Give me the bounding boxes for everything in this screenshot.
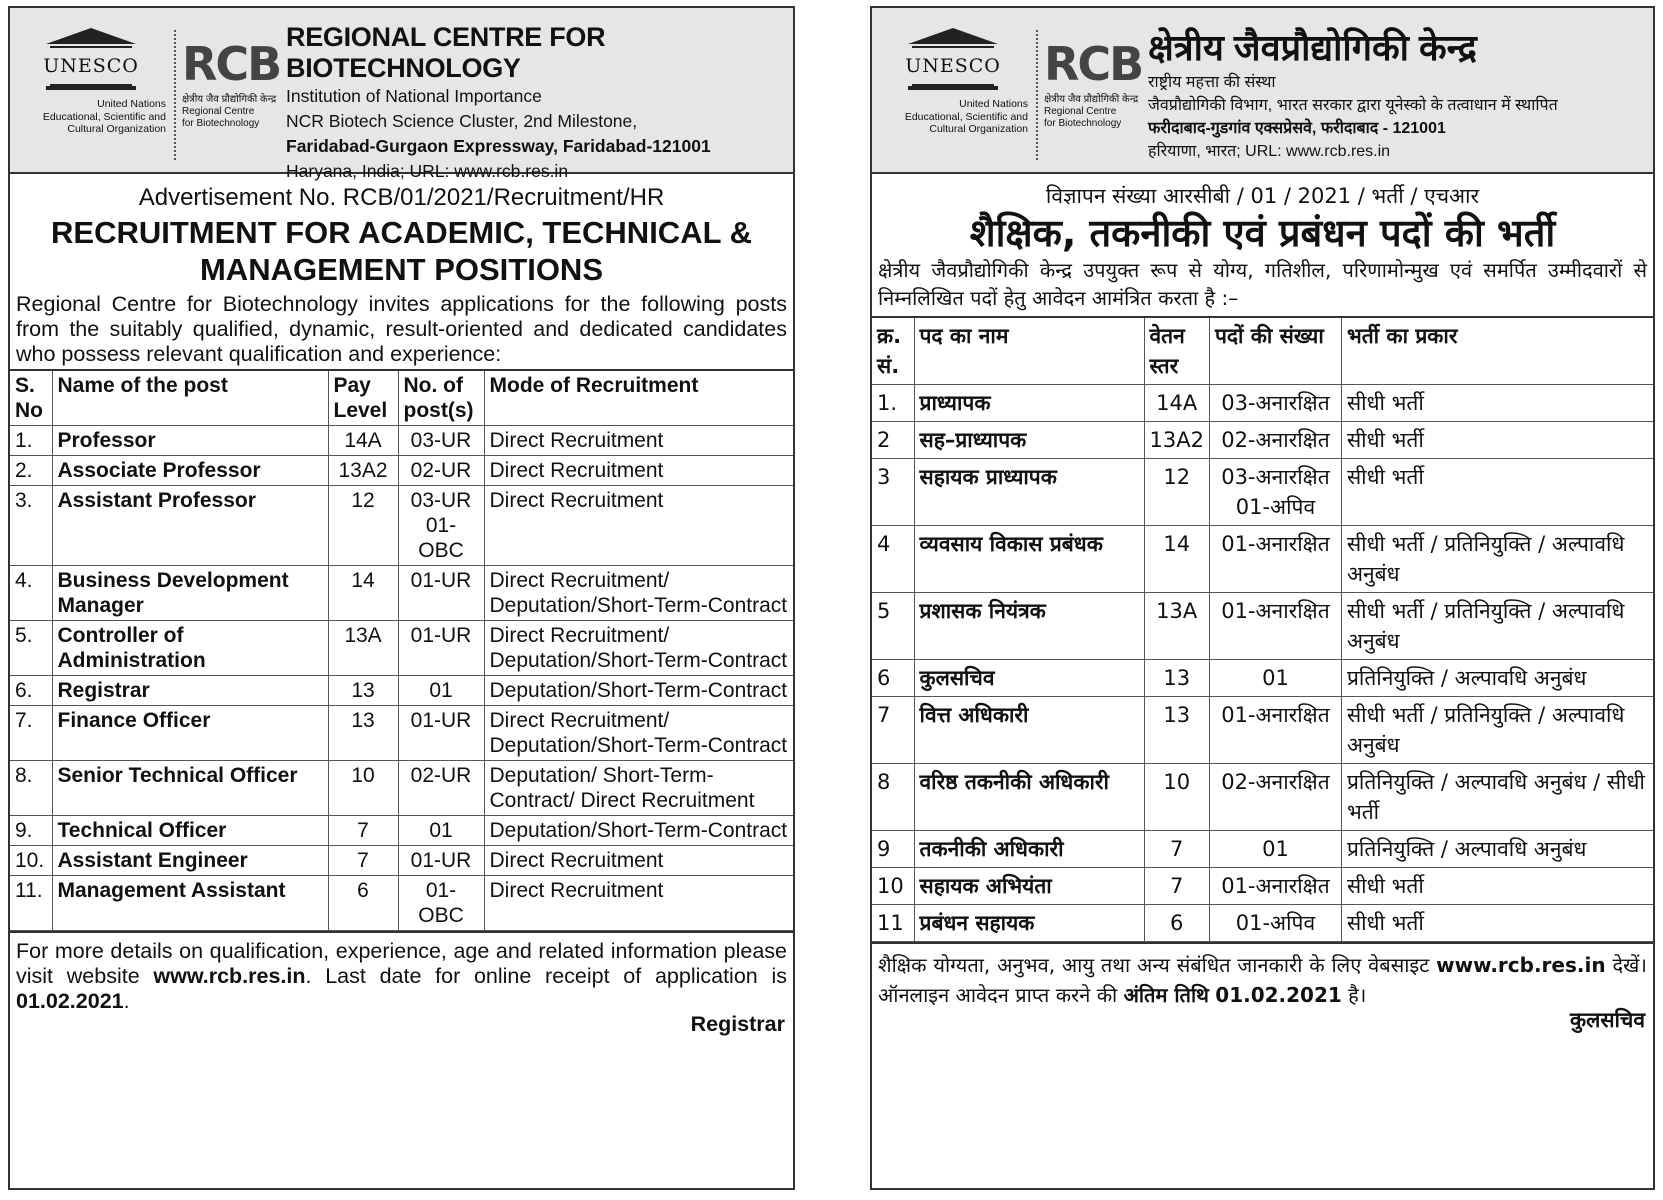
posts-table (10, 369, 793, 931)
intro-paragraph: Regional Centre for Biotechnology invites applications for the following posts from the suitably qualified, dynamic, result-oriented and dedicated candidates who possess relevant qualification and experience: (16, 292, 787, 366)
unesco-caption-line: United Nations (97, 98, 166, 110)
cell-pay-level: 13 (1144, 660, 1209, 697)
cell-pay-level: 13 (328, 706, 398, 761)
cell-post-name: वित्त अधिकारी (914, 697, 1144, 764)
cell-post-name: Technical Officer (52, 816, 328, 846)
cell-sno: 3. (10, 486, 52, 566)
cell-post-count: 01-अनारक्षित (1209, 593, 1341, 660)
table-row (10, 676, 793, 706)
cell-sno: 10. (10, 846, 52, 876)
cell-pay-level: 14A (1144, 385, 1209, 422)
cell-sno: 5. (10, 621, 52, 676)
table-row (872, 526, 1653, 593)
cell-pay-level: 7 (328, 816, 398, 846)
org-url-line: हरियाणा, भारत; URL: www.rcb.res.in (1148, 143, 1391, 160)
col-header-sno: S. No (10, 370, 52, 426)
cell-post-count: 03-UR (398, 426, 484, 456)
cell-mode: प्रतिनियुक्ति / अल्पावधि अनुबंध (1341, 660, 1653, 697)
cell-sno: 8 (872, 764, 914, 831)
footer-text: है। (1341, 983, 1367, 1007)
cell-post-name: सहायक अभियंता (914, 868, 1144, 905)
unesco-logo (16, 28, 166, 136)
org-status: राष्ट्रीय महत्ता की संस्था (1148, 74, 1276, 91)
rcb-caption-line: for Biotechnology (182, 118, 260, 129)
cell-post-name: सहायक प्राध्यापक (914, 459, 1144, 526)
intro-paragraph: क्षेत्रीय जैवप्रौद्योगिकी केन्द्र उपयुक्त रूप से योग्य, गतिशील, परिणामोन्मुख एवं समर्पित उम्मीदवारों से निम्नलिखित पदों हेतु आवेदन आमंत्रित करता है :– (878, 258, 1647, 310)
cell-post-name: Business Development Manager (52, 566, 328, 621)
footer-text: देखें। ऑनलाइन आवेदन प्राप्त करने की (878, 953, 1648, 1007)
cell-post-name: Associate Professor (52, 456, 328, 486)
cell-post-name: Finance Officer (52, 706, 328, 761)
rcb-caption (182, 94, 278, 130)
cell-mode: प्रतिनियुक्ति / अल्पावधि अनुबंध / सीधी भर्ती (1341, 764, 1653, 831)
cell-post-count: 01 (398, 676, 484, 706)
cell-post-count: 01-UR (398, 706, 484, 761)
cell-sno: 11. (10, 876, 52, 931)
org-title: REGIONAL CENTRE FOR BIOTECHNOLOGY (286, 22, 606, 83)
cell-pay-level: 7 (1144, 868, 1209, 905)
cell-sno: 6 (872, 660, 914, 697)
english-advertisement (8, 6, 795, 1190)
cell-sno: 2 (872, 422, 914, 459)
table-row (10, 621, 793, 676)
col-header-sno: क्र. सं. (872, 317, 914, 385)
table-row (10, 876, 793, 931)
cell-pay-level: 13A (1144, 593, 1209, 660)
cell-post-count: 01-OBC (398, 876, 484, 931)
cell-pay-level: 13 (1144, 697, 1209, 764)
cell-pay-level: 12 (328, 486, 398, 566)
cell-sno: 7. (10, 706, 52, 761)
unesco-mark: UNESCO (912, 46, 994, 86)
col-header-name: पद का नाम (914, 317, 1144, 385)
cell-sno: 5 (872, 593, 914, 660)
cell-post-name: Senior Technical Officer (52, 761, 328, 816)
cell-mode: Direct Recruitment (484, 456, 793, 486)
cell-sno: 9 (872, 831, 914, 868)
table-row (10, 566, 793, 621)
org-title: क्षेत्रीय जैवप्रौद्योगिकी केन्द्र (1148, 27, 1477, 68)
cell-post-count: 01 (398, 816, 484, 846)
cell-post-count: 01-UR (398, 846, 484, 876)
unesco-caption-line: Educational, Scientific and (42, 110, 166, 123)
logo-divider (1036, 30, 1038, 160)
title-line: MANAGEMENT POSITIONS (199, 252, 603, 287)
cell-sno: 10 (872, 868, 914, 905)
org-info (286, 22, 787, 184)
cell-sno: 7 (872, 697, 914, 764)
col-header-pay: वेतन स्तर (1144, 317, 1209, 385)
cell-pay-level: 14A (328, 426, 398, 456)
signatory: Registrar (690, 1012, 785, 1036)
org-info (1148, 22, 1647, 163)
rcb-caption-line: क्षेत्रीय जैव प्रौद्योगिकी केन्द्र (182, 94, 277, 105)
org-address-line: Faridabad-Gurgaon Expressway, Faridabad-121001 (286, 136, 711, 156)
cell-pay-level: 7 (1144, 831, 1209, 868)
table-row (872, 831, 1653, 868)
cell-mode: सीधी भर्ती / प्रतिनियुक्ति / अल्पावधि अनुबंध (1341, 593, 1653, 660)
cell-sno: 1. (10, 426, 52, 456)
cell-mode: Direct Recruitment (484, 846, 793, 876)
cell-mode: Direct Recruitment/ Deputation/Short-Term-Contract (484, 621, 793, 676)
table-row (872, 868, 1653, 905)
cell-mode: सीधी भर्ती / प्रतिनियुक्ति / अल्पावधि अनुबंध (1341, 697, 1653, 764)
col-header-mode: भर्ती का प्रकार (1341, 317, 1653, 385)
logo-divider (174, 30, 176, 160)
website-link[interactable]: www.rcb.res.in (153, 964, 306, 988)
cell-post-name: Assistant Professor (52, 486, 328, 566)
cell-post-count: 01-UR (398, 566, 484, 621)
rcb-caption-line: क्षेत्रीय जैव प्रौद्योगिकी केन्द्र (1044, 94, 1139, 105)
cell-pay-level: 13A2 (328, 456, 398, 486)
cell-post-count: 01-अनारक्षित (1209, 697, 1341, 764)
hindi-header (872, 8, 1653, 174)
cell-post-name: प्राध्यापक (914, 385, 1144, 422)
cell-mode: सीधी भर्ती (1341, 422, 1653, 459)
table-row (872, 764, 1653, 831)
cell-pay-level: 10 (328, 761, 398, 816)
advertisement-number: विज्ञापन संख्या आरसीबी / 01 / 2021 / भर्ती / एचआर (1045, 184, 1480, 208)
cell-pay-level: 13A (328, 621, 398, 676)
recruitment-title: शैक्षिक, तकनीकी एवं प्रबंधन पदों की भर्ती (969, 211, 1556, 255)
advertisement-number: Advertisement No. RCB/01/2021/Recruitment/HR (138, 184, 665, 211)
rcb-caption-line: Regional Centre (182, 106, 255, 117)
table-row (10, 816, 793, 846)
unesco-caption (878, 98, 1028, 136)
cell-mode: Direct Recruitment/ Deputation/Short-Term-Contract (484, 706, 793, 761)
table-row (10, 846, 793, 876)
cell-sno: 8. (10, 761, 52, 816)
cell-pay-level: 10 (1144, 764, 1209, 831)
table-row (10, 761, 793, 816)
recruitment-title (10, 214, 793, 288)
unesco-temple-icon (43, 28, 139, 92)
cell-post-count: 01 (1209, 831, 1341, 868)
cell-post-name: प्रबंधन सहायक (914, 905, 1144, 942)
table-row (10, 426, 793, 456)
table-row (10, 706, 793, 761)
cell-sno: 1. (872, 385, 914, 422)
cell-mode: सीधी भर्ती (1341, 459, 1653, 526)
last-date: 01.02.2021 (16, 989, 124, 1013)
cell-pay-level: 12 (1144, 459, 1209, 526)
cell-post-count: 02-अनारक्षित (1209, 764, 1341, 831)
cell-pay-level: 7 (328, 846, 398, 876)
posts-table (872, 316, 1653, 942)
org-affiliation: जैवप्रौद्योगिकी विभाग, भारत सरकार द्वारा यूनेस्को के तत्वाधान में स्थापित (1148, 97, 1558, 114)
table-row (872, 660, 1653, 697)
last-date-label: अंतिम तिथि (1123, 983, 1209, 1007)
unesco-caption (16, 98, 166, 136)
cell-post-count: 03-अनारक्षित 01-अपिव (1209, 459, 1341, 526)
cell-mode: Deputation/Short-Term-Contract (484, 676, 793, 706)
cell-mode: प्रतिनियुक्ति / अल्पावधि अनुबंध (1341, 831, 1653, 868)
website-link[interactable]: www.rcb.res.in (1436, 953, 1606, 977)
cell-post-name: Assistant Engineer (52, 846, 328, 876)
title-line: RECRUITMENT FOR ACADEMIC, TECHNICAL & (51, 215, 752, 250)
rcb-caption-line: Regional Centre (1044, 106, 1117, 117)
cell-post-count: 02-अनारक्षित (1209, 422, 1341, 459)
footer-text: For more details on qualification, experience, age and related information please visit website (16, 939, 787, 988)
table-row (872, 697, 1653, 764)
cell-post-name: Professor (52, 426, 328, 456)
cell-sno: 2. (10, 456, 52, 486)
unesco-caption-line: Cultural Organization (67, 123, 166, 135)
org-url-line: Haryana, India; URL: www.rcb.res.in (286, 161, 569, 181)
english-header (10, 8, 793, 181)
unesco-caption-line: United Nations (959, 98, 1028, 110)
org-address-line: NCR Biotech Science Cluster, 2nd Milestone, (286, 111, 638, 131)
table-row (872, 422, 1653, 459)
cell-sno: 4. (10, 566, 52, 621)
cell-pay-level: 6 (328, 876, 398, 931)
cell-mode: Deputation/ Short-Term-Contract/ Direct Recruitment (484, 761, 793, 816)
col-header-posts: पदों की संख्या (1209, 317, 1341, 385)
footer-text: शैक्षिक योग्यता, अनुभव, आयु तथा अन्य संबंधित जानकारी के लिए वेबसाइट (878, 953, 1437, 977)
cell-pay-level: 14 (328, 566, 398, 621)
unesco-caption-line: Cultural Organization (929, 123, 1028, 135)
table-row (10, 486, 793, 566)
unesco-logo (878, 28, 1028, 136)
cell-post-count: 01-अनारक्षित (1209, 868, 1341, 905)
cell-mode: सीधी भर्ती (1341, 385, 1653, 422)
cell-pay-level: 14 (1144, 526, 1209, 593)
col-header-mode: Mode of Recruitment (484, 370, 793, 426)
table-header-row (10, 370, 793, 426)
table-row (872, 459, 1653, 526)
cell-sno: 3 (872, 459, 914, 526)
cell-mode: सीधी भर्ती (1341, 868, 1653, 905)
col-header-name: Name of the post (52, 370, 328, 426)
cell-mode: सीधी भर्ती (1341, 905, 1653, 942)
rcb-mark: RCB (1044, 37, 1143, 91)
cell-sno: 4 (872, 526, 914, 593)
cell-post-count: 03-UR 01-OBC (398, 486, 484, 566)
col-header-pay: Pay Level (328, 370, 398, 426)
cell-post-name: तकनीकी अधिकारी (914, 831, 1144, 868)
unesco-caption-line: Educational, Scientific and (904, 110, 1028, 123)
footer-note (872, 942, 1653, 1010)
rcb-logo (1044, 37, 1143, 130)
cell-post-count: 01-UR (398, 621, 484, 676)
cell-pay-level: 13A2 (1144, 422, 1209, 459)
unesco-mark: UNESCO (50, 46, 132, 86)
signatory: कुलसचिव (1569, 1008, 1645, 1032)
cell-post-count: 01-अनारक्षित (1209, 526, 1341, 593)
rcb-logo (182, 37, 281, 130)
rcb-caption (1044, 94, 1140, 130)
footer-note (10, 931, 793, 1014)
cell-post-name: Controller of Administration (52, 621, 328, 676)
footer-text: . (123, 989, 130, 1013)
cell-post-name: Management Assistant (52, 876, 328, 931)
table-row (872, 385, 1653, 422)
table-row (872, 905, 1653, 942)
cell-post-name: कुलसचिव (914, 660, 1144, 697)
footer-text: . Last date for online receipt of application is (305, 964, 787, 988)
cell-sno: 9. (10, 816, 52, 846)
cell-mode: Direct Recruitment (484, 426, 793, 456)
unesco-temple-icon (905, 28, 1001, 92)
last-date: 01.02.2021 (1215, 983, 1342, 1007)
col-header-posts: No. of post(s) (398, 370, 484, 426)
rcb-mark: RCB (182, 37, 281, 91)
cell-pay-level: 13 (328, 676, 398, 706)
cell-post-name: सह–प्राध्यापक (914, 422, 1144, 459)
cell-mode: Direct Recruitment (484, 486, 793, 566)
org-address-line: फरीदाबाद-गुडगांव एक्सप्रेसवे, फरीदाबाद - 121001 (1148, 120, 1446, 137)
cell-post-count: 02-UR (398, 761, 484, 816)
cell-post-count: 03-अनारक्षित (1209, 385, 1341, 422)
cell-mode: सीधी भर्ती / प्रतिनियुक्ति / अल्पावधि अनुबंध (1341, 526, 1653, 593)
cell-pay-level: 6 (1144, 905, 1209, 942)
cell-post-count: 02-UR (398, 456, 484, 486)
cell-post-name: व्यवसाय विकास प्रबंधक (914, 526, 1144, 593)
cell-post-name: Registrar (52, 676, 328, 706)
table-row (10, 456, 793, 486)
hindi-advertisement (870, 6, 1655, 1190)
cell-mode: Direct Recruitment (484, 876, 793, 931)
org-status: Institution of National Importance (286, 86, 542, 106)
cell-mode: Deputation/Short-Term-Contract (484, 816, 793, 846)
cell-mode: Direct Recruitment/ Deputation/Short-Term-Contract (484, 566, 793, 621)
cell-post-name: प्रशासक नियंत्रक (914, 593, 1144, 660)
table-header-row (872, 317, 1653, 385)
cell-sno: 11 (872, 905, 914, 942)
rcb-caption-line: for Biotechnology (1044, 118, 1122, 129)
cell-post-count: 01 (1209, 660, 1341, 697)
cell-post-count: 01-अपिव (1209, 905, 1341, 942)
cell-sno: 6. (10, 676, 52, 706)
table-row (872, 593, 1653, 660)
cell-post-name: वरिष्ठ तकनीकी अधिकारी (914, 764, 1144, 831)
